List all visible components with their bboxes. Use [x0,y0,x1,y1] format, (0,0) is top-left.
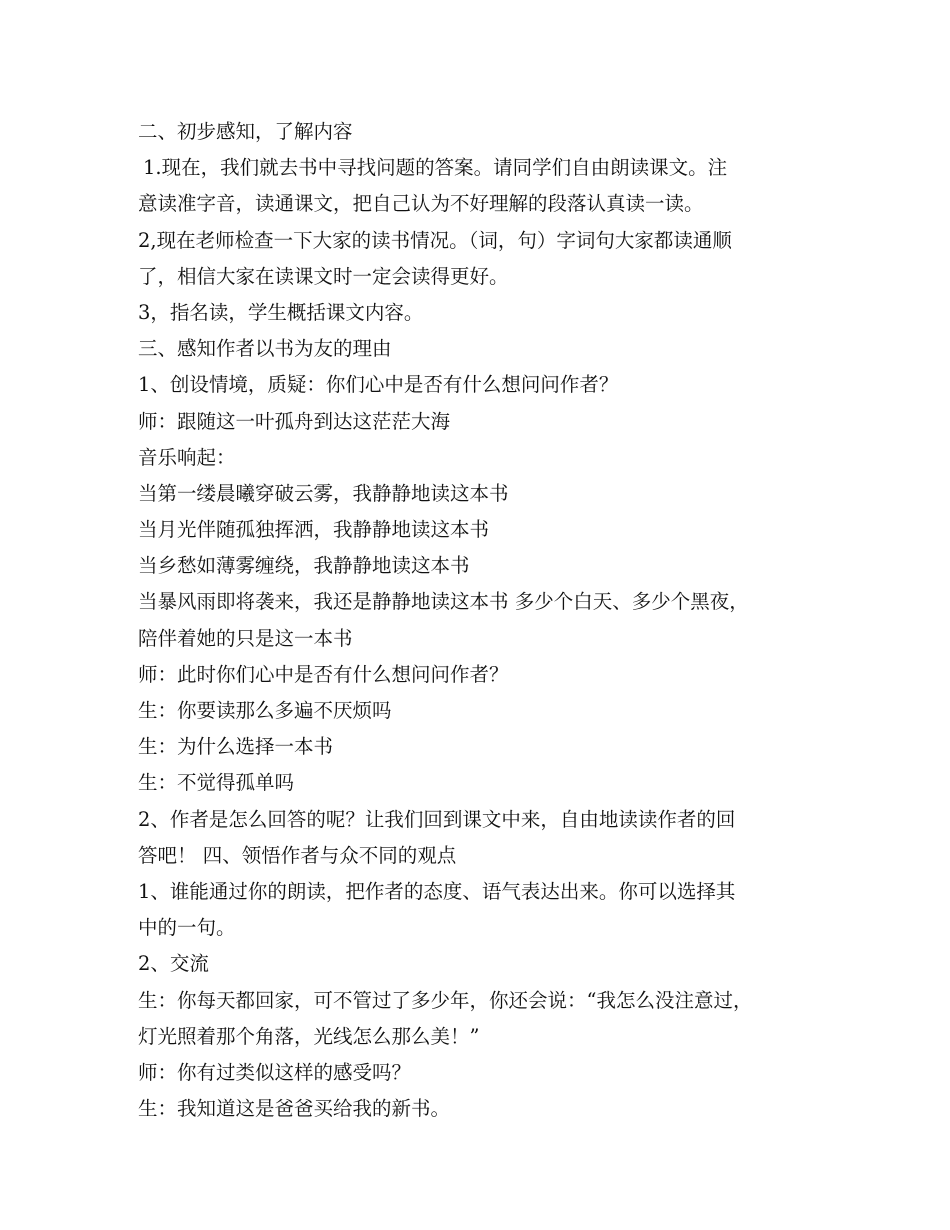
text-line: 意读准字音，读通课文，把自己认为不好理解的段落认真读一读。 [138,192,704,216]
text-line: 生：你每天都回家，可不管过了多少年，你还会说：“我怎么没注意过， [138,988,753,1012]
text-line: 了，相信大家在读课文时一定会读得更好。 [138,264,509,288]
text-line: 二、初步感知，了解内容 [138,120,353,143]
text-line: 1、谁能通过你的朗读，把作者的态度、语气表达出来。你可以选择其 [138,879,736,903]
text-line: 3，指名读，学生概括课文内容。 [138,300,424,324]
text-line: 2、交流 [138,952,209,976]
text-line: 2,现在老师检查一下大家的读书情况。（词，句）字词句大家都读通顺 [138,228,732,252]
text-line: 灯光照着那个角落，光线怎么那么美！” [138,1024,480,1048]
document-body [138,114,828,1127]
text-line: 生：我知道这是爸爸买给我的新书。 [138,1097,451,1121]
text-line: 当暴风雨即将袭来，我还是静静地读这本书 多少个白天、多少个黑夜， [138,590,749,614]
text-line: 生：为什么选择一本书 [138,735,334,759]
text-line: 中的一句。 [138,916,236,940]
text-line: 当第一缕晨曦穿破云雾，我静静地读这本书 [138,481,509,505]
text-line: 2、作者是怎么回答的呢？让我们回到课文中来，自由地读读作者的回 [138,807,736,831]
text-line: 当月光伴随孤独挥洒，我静静地读这本书 [138,518,490,542]
text-line: 1、创设情境，质疑：你们心中是否有什么想问问作者？ [138,373,619,397]
text-line: 三、感知作者以书为友的理由 [138,337,392,361]
text-line: 陪伴着她的只是这一本书 [138,626,353,650]
text-line: 师：此时你们心中是否有什么想问问作者？ [138,662,509,686]
text-line: 当乡愁如薄雾缠绕，我静静地读这本书 [138,554,470,578]
text-line: 1.现在，我们就去书中寻找问题的答案。请同学们自由朗读课文。注 [143,156,728,180]
text-line: 生：你要读那么多遍不厌烦吗 [138,699,392,722]
text-line: 音乐响起： [138,445,236,469]
text-line: 师：跟随这一叶孤舟到达这茫茫大海 [138,409,451,433]
text-line: 生：不觉得孤单吗 [138,771,295,795]
text-line: 答吧！ 四、领悟作者与众不同的观点 [138,843,457,867]
text-line: 师：你有过类似这样的感受吗？ [138,1060,412,1084]
